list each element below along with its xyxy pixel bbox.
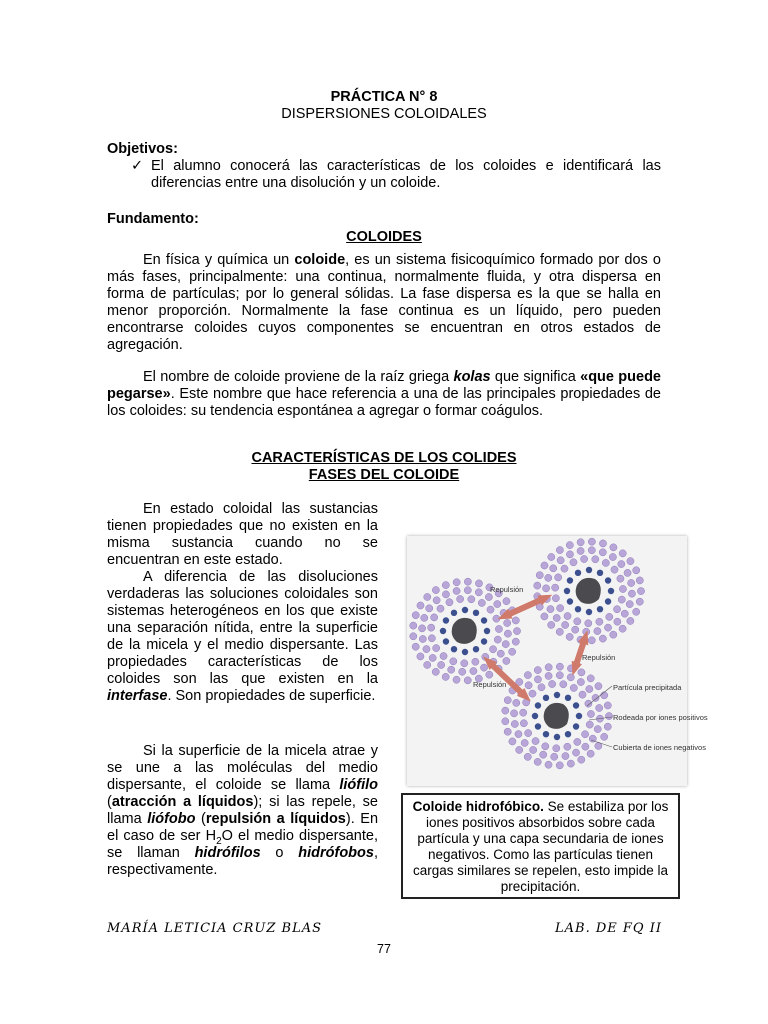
positive-ion xyxy=(575,570,581,576)
negative-ion xyxy=(587,675,594,682)
negative-ion xyxy=(424,593,431,600)
positive-ion xyxy=(576,713,582,719)
negative-ion xyxy=(446,599,453,606)
negative-ion xyxy=(566,541,573,548)
negative-ion xyxy=(504,728,511,735)
negative-ion xyxy=(601,733,608,740)
negative-ion xyxy=(459,668,466,675)
negative-ion xyxy=(570,684,577,691)
negative-ion xyxy=(592,556,599,563)
negative-ion xyxy=(503,657,510,664)
positive-ion xyxy=(605,598,611,604)
negative-ion xyxy=(419,635,426,642)
label-repulsion-top: Repulsión xyxy=(490,585,524,594)
positive-ion xyxy=(597,606,603,612)
negative-ion xyxy=(556,663,563,670)
positive-ion xyxy=(443,617,449,623)
negative-ion xyxy=(426,605,433,612)
negative-ion xyxy=(502,718,509,725)
negative-ion xyxy=(627,558,634,565)
label-rodeada: Rodeada por iones positivos xyxy=(613,713,708,722)
negative-ion xyxy=(530,746,537,753)
negative-ion xyxy=(418,625,425,632)
positive-ion xyxy=(451,646,457,652)
negative-ion xyxy=(410,622,417,629)
objetivos-heading: Objetivos: xyxy=(107,141,178,157)
positive-ion xyxy=(565,731,571,737)
negative-ion xyxy=(562,621,569,628)
fundamento-heading: Fundamento: xyxy=(107,211,199,227)
positive-ion xyxy=(543,731,549,737)
negative-ion xyxy=(524,753,531,760)
negative-ion xyxy=(599,540,606,547)
label-particula: Partícula precipitada xyxy=(613,683,682,692)
negative-ion xyxy=(581,555,588,562)
negative-ion xyxy=(511,720,518,727)
positive-ion xyxy=(586,609,592,615)
negative-ion xyxy=(613,606,620,613)
negative-ion xyxy=(611,566,618,573)
negative-ion xyxy=(547,605,554,612)
negative-ion xyxy=(417,653,424,660)
negative-ion xyxy=(588,547,595,554)
negative-ion xyxy=(624,569,631,576)
negative-ion xyxy=(594,627,601,634)
negative-ion xyxy=(551,753,558,760)
checkmark-icon: ✓ xyxy=(131,158,144,174)
negative-ion xyxy=(513,699,520,706)
negative-ion xyxy=(570,559,577,566)
negative-ion xyxy=(581,731,588,738)
negative-ion xyxy=(475,580,482,587)
negative-ion xyxy=(596,704,603,711)
negative-ion xyxy=(512,638,519,645)
negative-ion xyxy=(504,697,511,704)
negative-ion xyxy=(442,581,449,588)
positive-ion xyxy=(481,638,487,644)
negative-ion xyxy=(485,593,492,600)
negative-ion xyxy=(525,729,532,736)
negative-ion xyxy=(604,723,611,730)
negative-ion xyxy=(424,661,431,668)
positive-ion xyxy=(573,702,579,708)
negative-ion xyxy=(428,624,435,631)
negative-ion xyxy=(509,738,516,745)
negative-ion xyxy=(461,660,468,667)
negative-ion xyxy=(412,612,419,619)
negative-ion xyxy=(609,553,616,560)
negative-ion xyxy=(552,584,559,591)
negative-ion xyxy=(633,567,640,574)
negative-ion xyxy=(557,557,564,564)
objetivo-item xyxy=(131,158,661,192)
negative-ion xyxy=(604,702,611,709)
negative-ion xyxy=(566,551,573,558)
negative-ion xyxy=(636,577,643,584)
negative-ion xyxy=(494,636,501,643)
negative-ion xyxy=(601,692,608,699)
negative-ion xyxy=(628,579,635,586)
practice-title: DISPERSIONES COLOIDALES xyxy=(281,106,487,122)
negative-ion xyxy=(556,672,563,679)
negative-ion xyxy=(421,614,428,621)
negative-ion xyxy=(586,721,593,728)
negative-ion xyxy=(564,743,571,750)
negative-ion xyxy=(628,590,635,597)
negative-ion xyxy=(556,628,563,635)
positive-ion xyxy=(575,606,581,612)
negative-ion xyxy=(561,565,568,572)
positive-ion xyxy=(565,695,571,701)
caracteristicas-heading: CARACTERÍSTICAS DE LOS COLIDES xyxy=(251,450,517,466)
negative-ion xyxy=(542,585,549,592)
negative-ion xyxy=(578,756,585,763)
negative-ion xyxy=(572,626,579,633)
negative-ion xyxy=(536,572,543,579)
negative-ion xyxy=(464,578,471,585)
paragraph-estado-coloidal: En estado coloidal las sustancias tienen propiedades que no existen en la misma sustancia cuando no se encuentran en este estado. xyxy=(107,501,378,568)
paragraph-coloide-etymology: El nombre de coloide proviene de la raíz griega kolas que significa «que puede pegarse». Este nombre que hace referencia a una de las principales propiedades de los coloides: su tendencia espontánea a agregar o formar coágulos. xyxy=(107,369,662,419)
negative-ion xyxy=(553,614,560,621)
positive-ion xyxy=(462,649,468,655)
negative-ion xyxy=(595,683,602,690)
negative-ion xyxy=(586,685,593,692)
negative-ion xyxy=(619,585,626,592)
positive-ion xyxy=(481,617,487,623)
negative-ion xyxy=(574,618,581,625)
hydrophobic-colloid-figure xyxy=(407,536,708,786)
negative-ion xyxy=(541,613,548,620)
negative-ion xyxy=(524,671,531,678)
negative-ion xyxy=(545,664,552,671)
negative-ion xyxy=(617,575,624,582)
negative-ion xyxy=(520,709,527,716)
negative-ion xyxy=(423,645,430,652)
negative-ion xyxy=(626,601,633,608)
negative-ion xyxy=(428,635,435,642)
positive-ion xyxy=(473,610,479,616)
positive-ion xyxy=(554,692,560,698)
positive-ion xyxy=(567,577,573,583)
precipitated-particle xyxy=(576,578,601,604)
negative-ion xyxy=(602,559,609,566)
negative-ion xyxy=(594,726,601,733)
negative-ion xyxy=(585,700,592,707)
negative-ion xyxy=(552,595,559,602)
negative-ion xyxy=(431,614,438,621)
negative-ion xyxy=(553,745,560,752)
negative-ion xyxy=(599,549,606,556)
negative-ion xyxy=(489,646,496,653)
negative-ion xyxy=(557,604,564,611)
negative-ion xyxy=(480,664,487,671)
negative-ion xyxy=(567,674,574,681)
fases-heading: FASES DEL COLOIDE xyxy=(308,467,460,483)
negative-ion xyxy=(633,608,640,615)
negative-ion xyxy=(605,712,612,719)
paragraph-heterogeneos: A diferencia de las disoluciones verdaderas las soluciones coloidales son sistemas heterogéneos en los que existe una separación nítida, entre la superficie de la micela y el medio dispersante. Las propiedades características de los coloides son las que existen en la interfase. Son propiedades de superficie. xyxy=(107,569,378,704)
positive-ion xyxy=(535,723,541,729)
negative-ion xyxy=(448,666,455,673)
negative-ion xyxy=(636,598,643,605)
negative-ion xyxy=(538,684,545,691)
negative-ion xyxy=(562,752,569,759)
negative-ion xyxy=(585,620,592,627)
negative-ion xyxy=(545,672,552,679)
negative-ion xyxy=(468,596,475,603)
negative-ion xyxy=(618,560,625,567)
negative-ion xyxy=(457,595,464,602)
negative-ion xyxy=(442,591,449,598)
precipitated-particle xyxy=(452,618,477,644)
negative-ion xyxy=(588,637,595,644)
negative-ion xyxy=(606,613,613,620)
negative-ion xyxy=(555,574,562,581)
negative-ion xyxy=(432,668,439,675)
micelle-3 xyxy=(502,663,613,769)
negative-ion xyxy=(604,624,611,631)
negative-ion xyxy=(545,761,552,768)
precipitated-particle xyxy=(544,703,569,729)
negative-ion xyxy=(494,600,501,607)
negative-ion xyxy=(618,596,625,603)
negative-ion xyxy=(495,625,502,632)
positive-ion xyxy=(535,702,541,708)
negative-ion xyxy=(578,669,585,676)
positive-ion xyxy=(573,723,579,729)
negative-ion xyxy=(442,673,449,680)
negative-ion xyxy=(610,631,617,638)
negative-ion xyxy=(614,618,621,625)
paragraph-coloide-definition: En física y química un coloide, es un sistema fisicoquímico formado por dos o más fases, principalmente: una continua, normalmente fluida, y otra dispersa en forma de partículas; por lo general sólidas. La fase dispersa es la que se halla en menor proporción. Normalmente la fase continua es un líquido, pero pueden encontrarse coloides cuyos componentes se encuentran en otros estados de agregación. xyxy=(107,252,661,353)
negative-ion xyxy=(512,617,519,624)
negative-ion xyxy=(464,587,471,594)
negative-ion xyxy=(438,661,445,668)
negative-ion xyxy=(587,750,594,757)
positive-ion xyxy=(543,695,549,701)
colloid-diagram xyxy=(407,536,708,786)
negative-ion xyxy=(548,621,555,628)
negative-ion xyxy=(504,619,511,626)
negative-ion xyxy=(475,589,482,596)
negative-ion xyxy=(627,617,634,624)
page-number: 77 xyxy=(377,942,391,956)
footer-author: MARÍA LETICIA CRUZ BLAS xyxy=(107,921,323,936)
negative-ion xyxy=(503,598,510,605)
negative-ion xyxy=(556,762,563,769)
label-repulsion-left: Repulsión xyxy=(473,680,507,689)
negative-ion xyxy=(429,654,436,661)
negative-ion xyxy=(545,574,552,581)
positive-ion xyxy=(473,646,479,652)
negative-ion xyxy=(534,676,541,683)
negative-ion xyxy=(510,710,517,717)
coloides-heading: COLOIDES xyxy=(346,229,422,245)
negative-ion xyxy=(534,666,541,673)
negative-ion xyxy=(596,618,603,625)
negative-ion xyxy=(534,582,541,589)
negative-ion xyxy=(548,553,555,560)
positive-ion xyxy=(567,598,573,604)
negative-ion xyxy=(520,720,527,727)
negative-ion xyxy=(487,606,494,613)
objetivo-text: El alumno conocerá las características de los coloides e identificará las diferencias entre una disolución y un coloide. xyxy=(151,158,661,191)
negative-ion xyxy=(619,550,626,557)
footer-lab: LAB. DE FQ II xyxy=(555,921,662,936)
negative-ion xyxy=(549,680,556,687)
negative-ion xyxy=(453,587,460,594)
negative-ion xyxy=(542,743,549,750)
negative-ion xyxy=(433,644,440,651)
left-column-properties xyxy=(107,501,378,705)
negative-ion xyxy=(509,648,516,655)
negative-ion xyxy=(502,641,509,648)
positive-ion xyxy=(532,713,538,719)
negative-ion xyxy=(621,610,628,617)
negative-ion xyxy=(470,667,477,674)
figure-caption: Coloide hidrofóbico. Se estabiliza por los iones positivos absorbidos sobre cada partícula y una capa secundaria de iones negativos. Como las partículas tienen cargas similares se repelen, esto impide la precipitación. xyxy=(401,793,680,899)
negative-ion xyxy=(599,635,606,642)
negative-ion xyxy=(567,760,574,767)
positive-ion xyxy=(484,628,490,634)
negative-ion xyxy=(432,586,439,593)
positive-ion xyxy=(608,588,614,594)
negative-ion xyxy=(450,658,457,665)
negative-ion xyxy=(478,599,485,606)
negative-ion xyxy=(410,633,417,640)
positive-ion xyxy=(451,610,457,616)
positive-ion xyxy=(597,570,603,576)
micelle-2 xyxy=(534,538,645,644)
negative-ion xyxy=(540,751,547,758)
negative-ion xyxy=(560,681,567,688)
negative-ion xyxy=(587,710,594,717)
negative-ion xyxy=(433,597,440,604)
negative-ion xyxy=(550,565,557,572)
negative-ion xyxy=(534,758,541,765)
negative-ion xyxy=(579,691,586,698)
negative-ion xyxy=(504,630,511,637)
negative-ion xyxy=(515,730,522,737)
label-repulsion-right: Repulsión xyxy=(582,653,616,662)
negative-ion xyxy=(502,707,509,714)
negative-ion xyxy=(453,676,460,683)
positive-ion xyxy=(440,628,446,634)
negative-ion xyxy=(497,650,504,657)
negative-ion xyxy=(610,544,617,551)
negative-ion xyxy=(486,671,493,678)
negative-ion xyxy=(577,547,584,554)
label-cubierta: Cubierta de iones negativos xyxy=(613,743,706,752)
positive-ion xyxy=(443,638,449,644)
negative-ion xyxy=(619,625,626,632)
negative-ion xyxy=(464,677,471,684)
negative-ion xyxy=(574,738,581,745)
negative-ion xyxy=(582,743,589,750)
negative-ion xyxy=(637,587,644,594)
positive-ion xyxy=(564,588,570,594)
negative-ion xyxy=(453,579,460,586)
paragraph-liofilo-liofobo: Si la superficie de la micela atrae y se une a las moléculas del medio dispersante, el coloide se llama liófilo (atracción a líquidos); si las repele, se llama liófobo (repulsión a líquidos). En el caso de ser $H_2O$ el medio dispersante, se llaman hidrófilos o hidrófobos, respectivamente. xyxy=(107,743,379,878)
positive-ion xyxy=(554,734,560,740)
positive-ion xyxy=(586,567,592,573)
negative-ion xyxy=(513,627,520,634)
negative-ion xyxy=(556,546,563,553)
negative-ion xyxy=(577,539,584,546)
negative-ion xyxy=(529,690,536,697)
negative-ion xyxy=(440,652,447,659)
positive-ion xyxy=(462,607,468,613)
negative-ion xyxy=(588,538,595,545)
negative-ion xyxy=(577,678,584,685)
negative-ion xyxy=(592,694,599,701)
negative-ion xyxy=(572,749,579,756)
negative-ion xyxy=(541,562,548,569)
negative-ion xyxy=(437,605,444,612)
negative-ion xyxy=(525,682,532,689)
negative-ion xyxy=(566,633,573,640)
positive-ion xyxy=(605,577,611,583)
negative-ion xyxy=(412,643,419,650)
practice-number: PRÁCTICA N° 8 xyxy=(330,89,438,105)
negative-ion xyxy=(564,612,571,619)
negative-ion xyxy=(516,746,523,753)
negative-ion xyxy=(521,739,528,746)
negative-ion xyxy=(532,737,539,744)
negative-ion xyxy=(472,658,479,665)
negative-ion xyxy=(417,602,424,609)
